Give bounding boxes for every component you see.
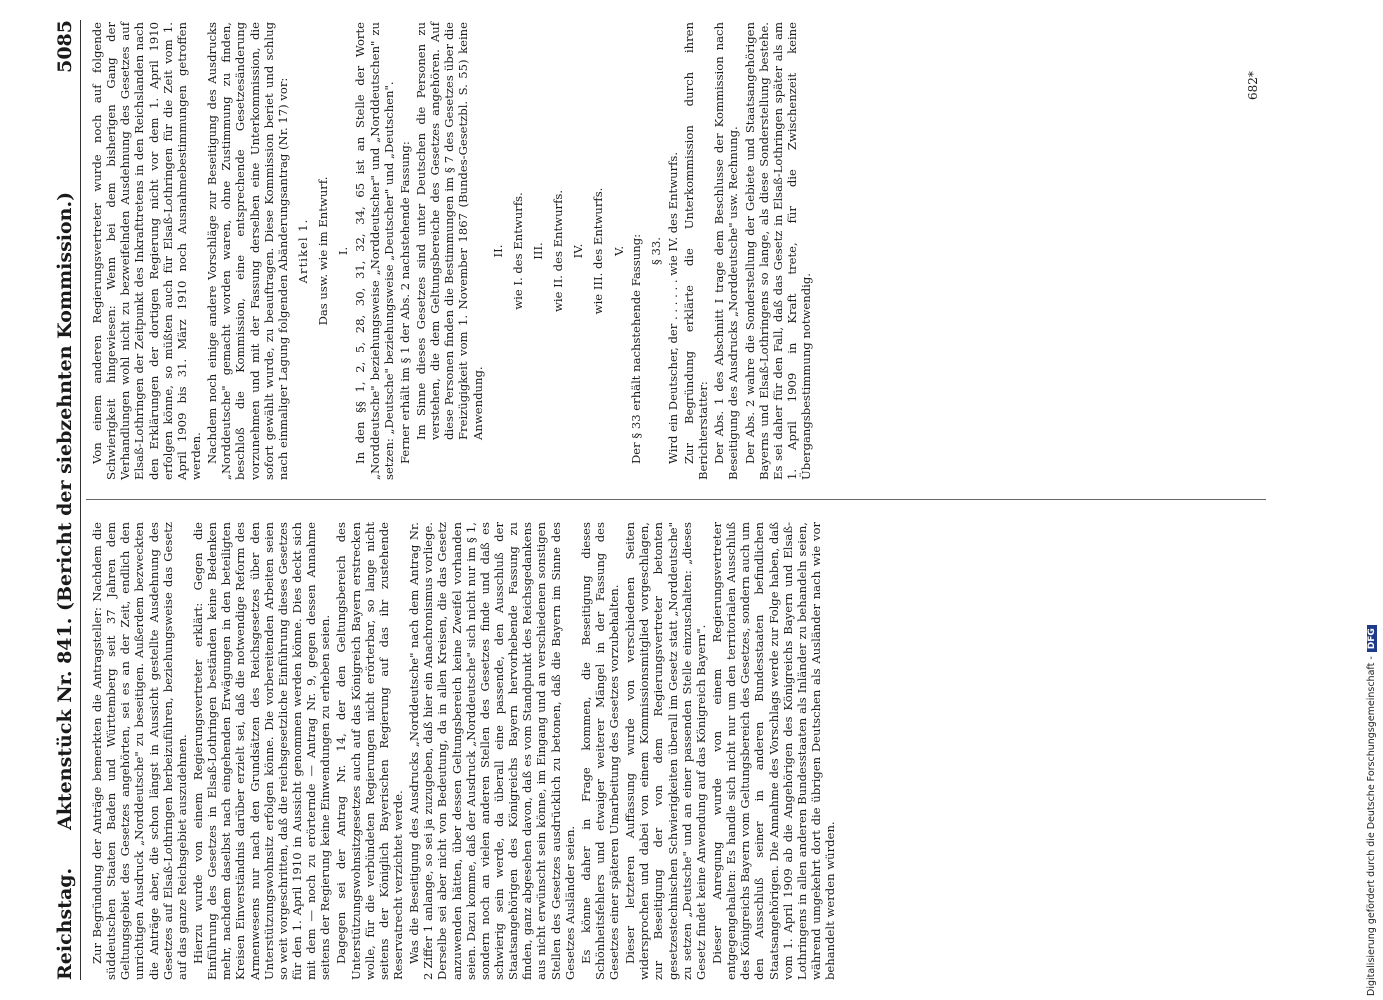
paragraph: Dieser Anregung wurde von einem Regierungsvertreter entgegengehalten: Es handle sich nicht nur um den territorialen Ausschluß des Königreichs Bayern vom Geltungsbereich des Gesetzes, sondern auch um den Ausschluß seiner in anderen Bundesstaaten befindlichen Staatsangehörigen. Die Annahme des Vorschlags werde zur Folge haben, daß vom 1. April 1909 ab die Angehörigen des Königreichs Bayern und Elsaß-Lothringens in allen anderen Bundesstaaten als Inländer zu behandeln seien, während umgekehrt dort die übrigen Deutschen als Ausländer nach wie vor behandelt werden würden. xyxy=(710,522,838,980)
paragraph: Der Abs. 2 wahre die Sonderstellung der Gebiete und Staatsangehörigen Bayerns und Elsaß-Lothringens so lange, als diese Sonderstellung bestehe. Es sei daher für den Fall, daß das Gesetz in Elsaß-Lothringen später als am 1. April 1909 in Kraft trete, für die Zwischenzeit keine Übergangsbestimmung notwendig. xyxy=(742,22,814,480)
paragraph: Es könne daher in Frage kommen, die Beseitigung dieses Schönheitsfehlers und etwaiger weiterer Mängel in der Fassung des Gesetzes einer späteren Umarbeitung des Gesetzes vorzubehalten. xyxy=(578,522,622,980)
section-roman: I. xyxy=(336,246,351,256)
paragraph: Von einem anderen Regierungsvertreter wurde noch auf folgende Schwierigkeit hingewiesen: Wenn bei dem bisherigen Gang der Verhandlungen wohl nicht zu bezweifelnden Ausdehnung des Gesetzes auf Elsaß-Lothringen der Zeitpunkt des Inkrafttretens in den Reichslanden nach den Erklärungen der dortigen Regierung nicht vor dem 1. April 1910 erfolgen könne, so müßten auch für Elsaß-Lothringen für die Zeit vom 1. April 1909 bis 31. März 1910 noch Ausnahmebestimmungen getroffen werden. xyxy=(90,22,203,480)
footer-page-number: 682* xyxy=(1246,71,1260,100)
section-subtext: wie I. des Entwurfs. xyxy=(510,192,525,310)
paragraph: In den §§ 1, 2, 5, 28, 30, 31, 32, 34, 65 ist an Stelle der Worte „Norddeutsche" beziehungsweise „Norddeutscher" und „Norddeutschen" zu setzen: „Deutsche" beziehungsweise „Deutscher" und „Deutschen". xyxy=(353,22,396,480)
paragraph: Ferner erhält im § 1 der Abs. 2 nachstehende Fassung: xyxy=(397,141,412,464)
section-subtext: wie II. des Entwurfs. xyxy=(551,189,566,313)
paragraph: Hierzu wurde von einem Regierungsvertreter erklärt: Gegen die Einführung des Gesetzes in Elsaß-Lothringen beständen keine Bedenken mehr, nachdem daselbst nach eingehenden Erwägungen in den beteiligten Kreisen Einverständnis darüber erzielt sei, daß die notwendige Reform des Armenwesens nur nach den Grundsätzen des Reichsgesetzes über den Unterstützungswohnsitz erfolgen könne. Die vorbereitenden Arbeiten seien so weit vorgeschritten, daß die reichsgesetzliche Einführung dieses Gesetzes für den 1. April 1910 in Aussicht genommen werden könne. Dies deckt sich mit dem — noch zu erörternde — Antrag Nr. 9, gegen dessen Annahme seitens der Regierung keine Einwendungen zu erheben seien. xyxy=(190,522,333,980)
article-subtext: Das usw. wie im Entwurf. xyxy=(316,176,331,326)
header-page-number: 5085 xyxy=(54,20,76,73)
paragraph: Dieser letzteren Auffassung wurde von verschiedenen Seiten widersprochen und dabei von einem Kommissionsmitglied vorgeschlagen, zur Beseitigung der von dem Regierungsvertreter betonten gesetzestechnischen Schwierigkeiten überall im Gesetz statt „Norddeutsche" zu setzen „Deutsche" und an einer passenden Stelle einzuschalten: „dieses Gesetz findet keine Anwendung auf das Königreich Bayern". xyxy=(623,522,708,980)
article-heading: Artikel 1. xyxy=(295,218,310,284)
paragraph: Nachdem noch einige andere Vorschläge zur Beseitigung des Ausdrucks „Norddeutsche" gemacht worden waren, ohne Zustimmung zu finden, beschloß die Kommission, eine entsprechende Gesetzesänderung vorzunehmen und mit der Fassung derselben eine Unterkommission, die sofort gewählt wurde, zu beauftragen. Diese Kommission beriet und schlug nach einmaliger Lagung folgenden Abänderungsantrag (Nr. 17) vor: xyxy=(205,22,290,480)
credit-text: Digitalisierung gefördert durch die Deutsche Forschungsgemeinschaft - xyxy=(1366,656,1377,996)
header-rule xyxy=(80,20,81,980)
dfg-logo: DFG xyxy=(1367,625,1377,652)
paragraph-symbol: § 33. xyxy=(648,237,663,265)
digitization-credit xyxy=(1366,625,1377,996)
paragraph: Der § 33 erhält nachstehende Fassung: xyxy=(628,233,643,464)
paragraph: Wird ein Deutscher, der . . . . . . wie IV. des Entwurfs. xyxy=(665,151,680,464)
section-subtext: wie III. des Entwurfs. xyxy=(591,187,606,315)
left-column xyxy=(90,522,839,980)
page-header xyxy=(54,20,82,980)
column-divider xyxy=(86,499,1266,500)
indented-paragraph: Im Sinne dieses Gesetzes sind unter Deutschen die Personen zu verstehen, die dem Geltungsbereiche des Gesetzes angehören. Auf diese Personen finden die Bestimmungen im § 7 des Gesetzes über die Freizügigkeit vom 1. November 1867 (Bundes-Gesetzbl. S. 55) keine Anwendung. xyxy=(413,22,485,440)
paragraph: Der Abs. 1 des Abschnitt I trage dem Beschlusse der Kommission nach Beseitigung des Ausdrucks „Norddeutsche" usw. Rechnung. xyxy=(712,22,741,480)
header-title: Aktenstück Nr. 841. (Bericht der siebzehnten Kommission.) xyxy=(54,191,76,830)
paragraph: Zur Begründung erklärte die Unterkommission durch ihren Berichterstatter: xyxy=(682,22,711,480)
paragraph: Dagegen sei der Antrag Nr. 14, der den Geltungsbereich des Unterstützungswohnsitzgesetzes auch auf das Königreich Bayern erstrecken wolle, für die verbündeten Regierungen nicht erörterbar, so lange nicht seitens der Königlich Bayerischen Regierung auf das ihr zustehende Reservatrecht verzichtet werde. xyxy=(334,522,405,980)
section-roman: IV. xyxy=(571,243,586,259)
section-roman: V. xyxy=(611,245,626,257)
document-page xyxy=(54,20,1279,980)
paragraph: Zur Begründung der Anträge bemerkten die Antragsteller: Nachdem die süddeutschen Staaten Baden und Württemberg seit 37 Jahren dem Geltungsgebiet des Gesetzes angehörten, sei es an der Zeit, endlich den unrichtigen Ausdruck „Norddeutsche" zu beseitigen. Außerdem bezweckten die Anträge aber, die schon längst in Aussicht gestellte Ausdehnung des Gesetzes auf Elsaß-Lothringen herbeizuführen, beziehungsweise das Gesetz auf das ganze Reichsgebiet auszudehnen. xyxy=(90,522,189,980)
right-column xyxy=(90,22,815,480)
paragraph: Was die Beseitigung des Ausdrucks „Norddeutsche" nach dem Antrag Nr. 2 Ziffer 1 anlange, so sei ja zuzugeben, daß hier ein Anachronismus vorliege. Derselbe sei aber nicht von Bedeutung, da in allen Kreisen, die das Gesetz anzuwenden hätten, über dessen Geltungsbereich keine Zweifel vorhanden seien. Dazu komme, daß der Ausdruck „Norddeutsche" sich nicht nur im § 1, sondern noch an vielen anderen Stellen des Gesetzes finde und daß es schwierig sein werde, da überall eine passende, den Ausschluß der Staatsangehörigen des Königreichs Bayern hervorhebende Fassung zu finden, ganz abgesehen davon, daß es vom Standpunkt des Reichsgedankens aus nicht erwünscht sein könne, im Eingang und an verschiedenen sonstigen Stellen des Gesetzes ausdrücklich zu betonen, daß die Bayern im Sinne des Gesetzes Ausländer seien. xyxy=(407,522,577,980)
section-roman: II. xyxy=(490,244,505,258)
header-reichstag: Reichstag. xyxy=(54,867,76,980)
section-roman: III. xyxy=(530,242,545,260)
